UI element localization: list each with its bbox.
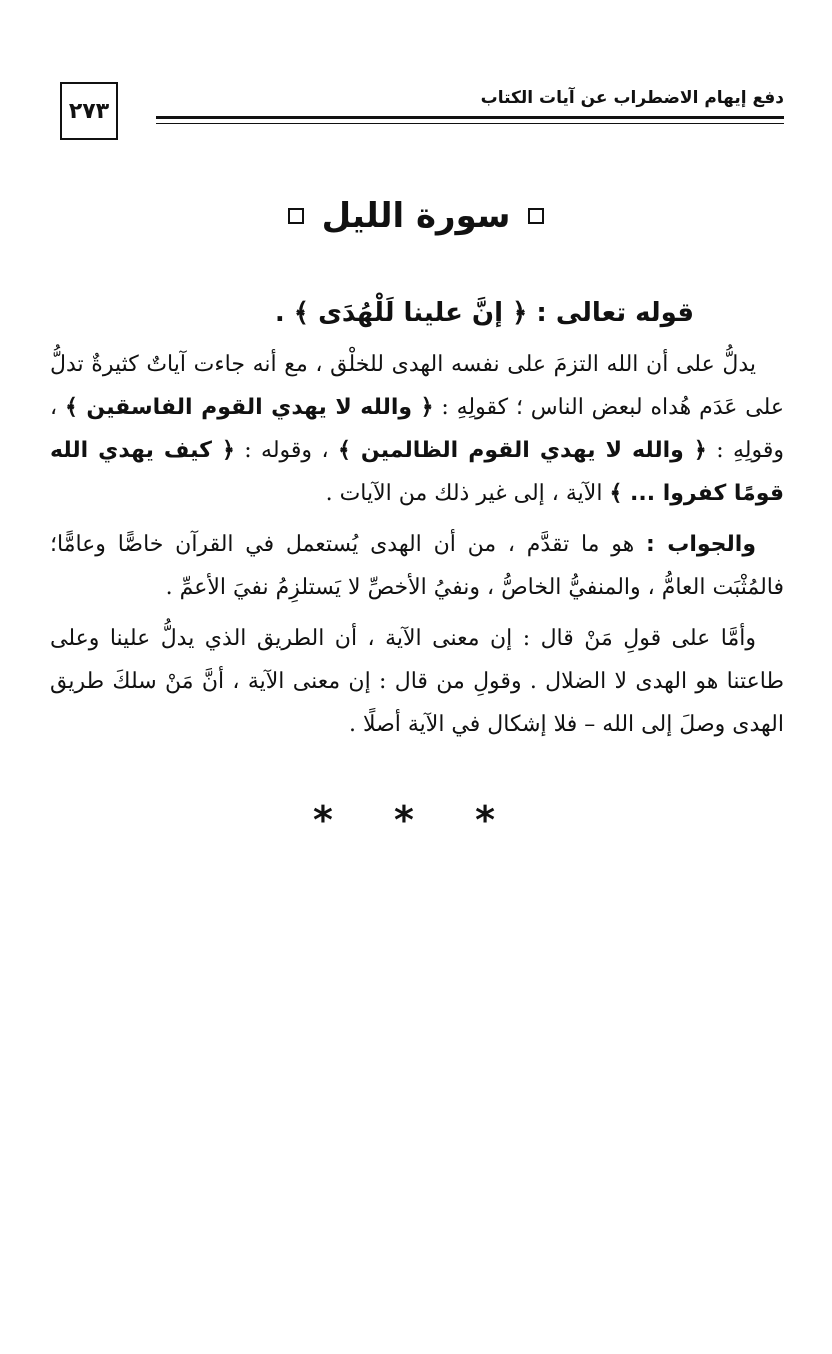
ayah-intro <box>50 292 784 335</box>
ayah-intro-label: قوله تعالى : <box>536 298 694 328</box>
sura-heading <box>0 196 832 236</box>
paragraph-text: هو ما تقدَّم ، من أن الهدى يُستعمل في القرآن خاصًّا وعامًّا؛ فالمُثْبَت العامُّ ، والمنفيُّ الخاصُّ ، ونفيُ الأخصِّ لا يَستلزِمُ نفيَ الأعمِّ . <box>50 532 784 600</box>
ayah-quote: ﴿ إنَّ علينا لَلْهُدَى ﴾ <box>293 298 528 328</box>
paragraph-text: ، وقولِهِ : <box>50 395 785 463</box>
quran-quote: ﴿ والله لا يهدي القوم الفاسقين ﴾ <box>64 395 434 420</box>
paragraph-text: ، وقوله : <box>244 438 329 463</box>
sura-title: سورة الليل <box>321 196 511 236</box>
paragraph-text: الآية ، إلى غير ذلك من الآيات . <box>325 481 603 506</box>
answer-label: والجواب : <box>645 532 756 557</box>
paragraph-question <box>50 343 784 515</box>
square-ornament-icon <box>528 208 544 224</box>
section-separator: * * * <box>312 798 520 842</box>
running-title: دفع إيهام الاضطراب عن آيات الكتاب <box>480 88 784 108</box>
body-text <box>50 292 784 754</box>
paragraph-answer <box>50 523 784 609</box>
paragraph-alternative <box>50 617 784 746</box>
ayah-intro-end: . <box>274 298 285 328</box>
square-ornament-icon <box>288 208 304 224</box>
header-rule-thin <box>156 123 784 124</box>
paragraph-text: يدلُّ على أن الله التزمَ على نفسه الهدى للخلْق ، مع أنه جاءت آياتٌ كثيرةٌ تدلُّ على عَدَم هُداه لبعض الناس ؛ كقولِهِ : <box>50 352 784 420</box>
header-rule-thick <box>156 116 784 119</box>
quran-quote: ﴿ كيف يهدي الله قومًا كفروا ... ﴾ <box>50 438 784 506</box>
paragraph-text: وأمَّا على قولِ مَنْ قال : إن معنى الآية ، أن الطريق الذي يدلُّ علينا وعلى طاعتنا هو الهدى لا الضلال . وقولِ من قال : إن معنى الآية ، أنَّ مَنْ سلكَ طريق الهدى وصلَ إلى الله – فلا إشكال في الآية أصلًا . <box>50 626 784 737</box>
quran-quote: ﴿ والله لا يهدي القوم الظالمين ﴾ <box>337 438 707 463</box>
page-number: ٢٧٣ <box>60 82 118 140</box>
